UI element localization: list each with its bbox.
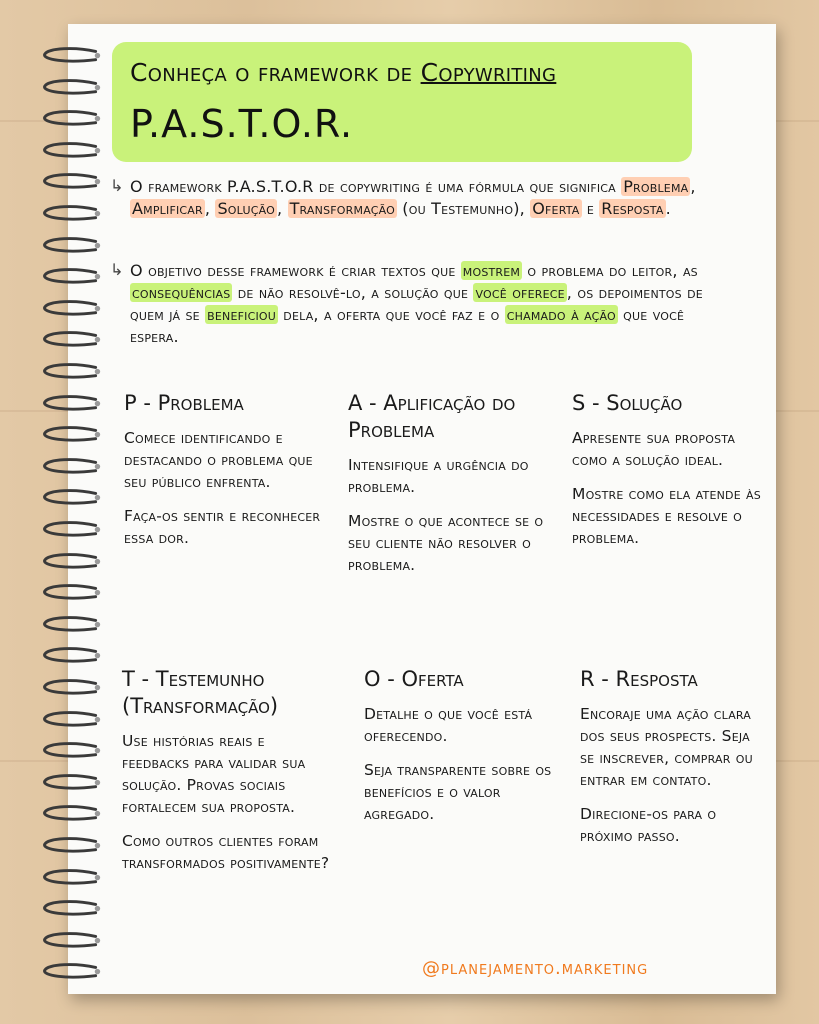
spiral-ring (36, 868, 108, 888)
binding-hole (95, 558, 100, 563)
section-solucao (572, 390, 762, 561)
binding-hole (95, 179, 100, 184)
section-text: Use histórias reais e feedbacks para validar sua solução. Provas sociais fortalecem sua proposta. (122, 732, 306, 816)
spiral-ring (36, 710, 108, 730)
section-text: Seja transparente sobre os benefícios e o valor agregado. (364, 761, 552, 823)
binding-hole (95, 716, 100, 721)
binding-hole (95, 369, 100, 374)
intro-text: O framework P.A.S.T.O.R de copywriting é uma fórmula que significa (130, 177, 622, 196)
spiral-ring (36, 962, 108, 982)
binding-hole (95, 495, 100, 500)
intro-text: dela, a oferta que você faz e o (278, 305, 505, 324)
spiral-ring (36, 488, 108, 508)
spiral-ring (36, 267, 108, 287)
intro-paragraph-1 (130, 176, 730, 220)
binding-hole (95, 337, 100, 342)
section-title: S - Solução (572, 391, 683, 415)
spiral-ring (36, 615, 108, 635)
spiral-ring-wire (45, 143, 96, 155)
spiral-ring (36, 299, 108, 319)
binding-hole (95, 53, 100, 58)
spiral-ring (36, 330, 108, 350)
acronym-title: P.A.S.T.O.R. (130, 102, 354, 146)
binding-hole (95, 242, 100, 247)
spiral-ring-wire (45, 270, 96, 282)
spiral-ring (36, 78, 108, 98)
spiral-ring-wire (45, 523, 96, 535)
spiral-ring (36, 804, 108, 824)
spiral-ring-wire (45, 396, 96, 408)
spiral-ring-wire (45, 49, 96, 61)
spiral-ring-wire (45, 428, 96, 440)
binding-hole (95, 432, 100, 437)
spiral-ring (36, 899, 108, 919)
spiral-ring (36, 362, 108, 382)
spiral-ring (36, 204, 108, 224)
spiral-ring-wire (45, 207, 96, 219)
spiral-ring-wire (45, 301, 96, 313)
section-text: Mostre o que acontece se o seu cliente não resolver o problema. (348, 512, 544, 574)
highlight-consequencias: consequências (132, 283, 231, 302)
spiral-ring (36, 583, 108, 603)
title-prefix: Conheça o framework de (130, 58, 421, 87)
section-text: Faça-os sentir e reconhecer essa dor. (124, 507, 321, 547)
section-text: Apresente sua proposta como a solução ideal. (572, 429, 736, 469)
spiral-ring-wire (45, 554, 96, 566)
binding-hole (95, 685, 100, 690)
spiral-ring-wire (45, 80, 96, 92)
spiral-ring (36, 646, 108, 666)
spiral-ring (36, 109, 108, 129)
intro-text: , (690, 177, 696, 196)
section-amplificacao (348, 390, 553, 588)
binding-hole (95, 527, 100, 532)
spiral-ring-wire (45, 807, 96, 819)
binding-hole (95, 211, 100, 216)
spiral-ring (36, 236, 108, 256)
spiral-ring-wire (45, 112, 96, 124)
section-title: R - Resposta (580, 667, 698, 691)
spiral-ring (36, 394, 108, 414)
binding-hole (95, 590, 100, 595)
binding-hole (95, 811, 100, 816)
binding-hole (95, 148, 100, 153)
binding-hole (95, 622, 100, 627)
intro-text: O objetivo desse framework é criar textos que (130, 261, 461, 280)
section-text: Comece identificando e destacando o problema que seu público enfrenta. (124, 429, 313, 491)
spiral-ring (36, 172, 108, 192)
spiral-ring-wire (45, 744, 96, 756)
spiral-ring (36, 520, 108, 540)
spiral-ring (36, 836, 108, 856)
section-text: Encoraje uma ação clara dos seus prospects. Seja se inscrever, comprar ou entrar em contato. (580, 705, 753, 789)
highlight-problema: Problema (623, 177, 689, 196)
spiral-ring-wire (45, 459, 96, 471)
spiral-ring (36, 931, 108, 951)
highlight-voce-oferece: você oferece (475, 283, 565, 302)
binding-hole (95, 116, 100, 121)
section-text: Detalhe o que você está oferecendo. (364, 705, 533, 745)
intro-text: e (581, 199, 600, 218)
spiral-ring-wire (45, 365, 96, 377)
page-title (130, 58, 556, 87)
spiral-ring-wire (45, 617, 96, 629)
highlight-solucao: Solução (217, 199, 275, 218)
intro-paragraph-2 (130, 260, 730, 348)
binding-hole (95, 748, 100, 753)
title-keyword: Copywriting (420, 58, 557, 87)
spiral-ring (36, 773, 108, 793)
section-text: Mostre como ela atende às necessidades e resolve o problema. (572, 485, 761, 547)
binding-hole (95, 938, 100, 943)
binding-hole (95, 306, 100, 311)
highlight-amplificar: Amplificar (132, 199, 203, 218)
section-title: O - Oferta (364, 667, 464, 691)
binding-hole (95, 400, 100, 405)
section-oferta (364, 666, 559, 837)
spiral-ring-wire (45, 775, 96, 787)
section-problema (124, 390, 339, 561)
highlight-mostrem: mostrem (462, 261, 521, 280)
highlight-resposta: Resposta (601, 199, 664, 218)
section-title: P - Problema (124, 391, 244, 415)
spiral-ring-wire (45, 333, 96, 345)
section-text: Intensifique a urgência do problema. (348, 456, 529, 496)
spiral-ring-wire (45, 238, 96, 250)
binding-hole (95, 84, 100, 89)
highlight-chamado-acao: chamado à ação (506, 305, 616, 324)
section-text: Direcione-os para o próximo passo. (580, 805, 717, 845)
spiral-ring-wire (45, 586, 96, 598)
intro-text: de não resolvê-lo, a solução que (232, 283, 474, 302)
spiral-ring (36, 141, 108, 161)
highlight-transformacao: Transformação (289, 199, 395, 218)
binding-hole (95, 780, 100, 785)
spiral-ring (36, 741, 108, 761)
spiral-ring-wire (45, 902, 96, 914)
spiral-ring (36, 46, 108, 66)
spiral-ring-wire (45, 933, 96, 945)
intro-text: o problema do leitor, as (522, 261, 698, 280)
intro-text: . (665, 199, 671, 218)
spiral-ring (36, 552, 108, 572)
spiral-ring-wire (45, 681, 96, 693)
spiral-ring-wire (45, 649, 96, 661)
section-text: Como outros clientes foram transformados positivamente? (122, 832, 330, 872)
spiral-ring-wire (45, 965, 96, 977)
spiral-ring-wire (45, 870, 96, 882)
binding-hole (95, 274, 100, 279)
binding-hole (95, 843, 100, 848)
intro-text: (ou Testemunho), (397, 199, 531, 218)
highlight-oferta: Oferta (532, 199, 580, 218)
intro-text: que você espera. (130, 305, 685, 346)
spiral-ring-wire (45, 175, 96, 187)
spiral-ring (36, 457, 108, 477)
highlight-beneficiou: beneficiou (207, 305, 277, 324)
spiral-ring-wire (45, 491, 96, 503)
section-testemunho (122, 666, 337, 886)
spiral-ring-wire (45, 712, 96, 724)
section-title: A - Aplificação do Problema (348, 391, 516, 442)
binding-hole (95, 969, 100, 974)
binding-hole (95, 464, 100, 469)
instagram-handle[interactable]: @planejamento.marketing (422, 958, 649, 979)
section-resposta (580, 666, 765, 859)
binding-hole (95, 653, 100, 658)
binding-hole (95, 874, 100, 879)
intro-text: , (204, 199, 216, 218)
arrow-icon: ↳ (110, 176, 124, 195)
binding-hole (95, 906, 100, 911)
intro-text: , os depoimentos de quem já se (130, 283, 703, 324)
arrow-icon: ↳ (110, 260, 124, 279)
spiral-ring (36, 678, 108, 698)
spiral-ring-wire (45, 839, 96, 851)
section-title: T - Testemunho (Transformação) (122, 667, 279, 718)
intro-text: , (276, 199, 288, 218)
spiral-ring (36, 425, 108, 445)
